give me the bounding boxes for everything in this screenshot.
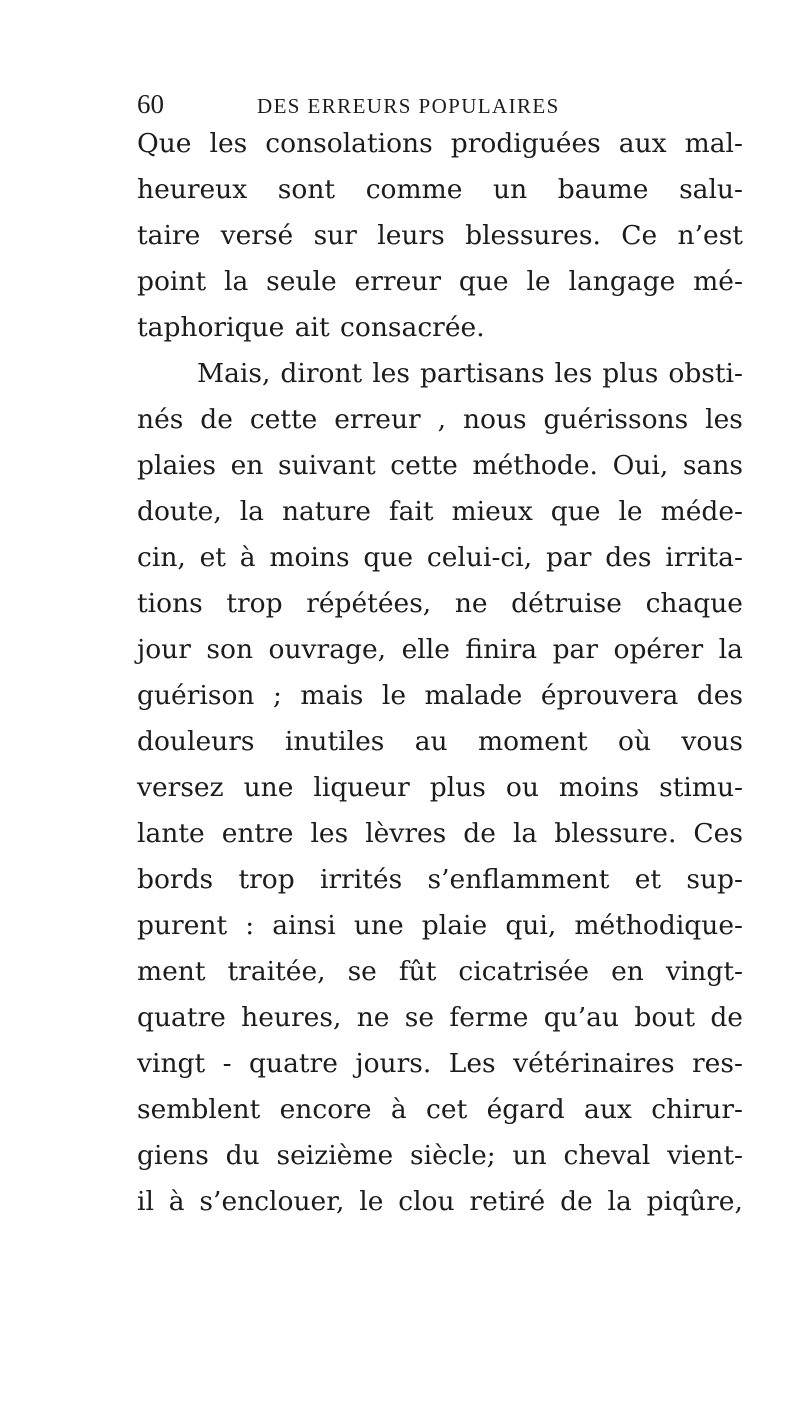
text-line: vingt - quatre jours. Les vétérinaires res- [137,1048,743,1079]
text-line: douleurs inutiles au moment où vous [137,726,743,757]
text-line: taire versé sur leurs blessures. Ce n’est [137,220,743,251]
text-line: versez une liqueur plus ou moins stimu- [137,772,743,803]
text-line: Que les consolations prodiguées aux mal- [137,128,743,159]
text-line: semblent encore à cet égard aux chirur- [137,1094,743,1125]
text-line: il à s’enclouer, le clou retiré de la piqûre, [137,1186,743,1217]
text-line: plaies en suivant cette méthode. Oui, sans [137,450,743,481]
body-text [137,121,743,1225]
text-line: lante entre les lèvres de la blessure. Ces [137,818,743,849]
text-line: heureux sont comme un baume salu- [137,174,743,205]
text-line: giens du seizième siècle; un cheval vient- [137,1140,743,1171]
text-line: Mais, diront les partisans les plus obsti- [197,358,743,389]
text-line: tions trop répétées, ne détruise chaque [137,588,743,619]
text-line: jour son ouvrage, elle finira par opérer la [137,634,743,665]
running-head: DES ERREURS POPULAIRES [257,94,560,118]
page-number: 60 [137,89,164,119]
text-line: nés de cette erreur , nous guérissons les [137,404,743,435]
text-line: bords trop irrités s’enflamment et sup- [137,864,743,895]
text-line: purent : ainsi une plaie qui, méthodique- [137,910,743,941]
text-line: cin, et à moins que celui-ci, par des irrita- [137,542,743,573]
text-line: point la seule erreur que le langage mé- [137,266,743,297]
text-line: quatre heures, ne se ferme qu’au bout de [137,1002,743,1033]
text-line: taphorique ait consacrée. [137,312,485,343]
text-line: doute, la nature fait mieux que le méde- [137,496,743,527]
text-line: ment traitée, se fût cicatrisée en vingt- [137,956,743,987]
text-line: guérison ; mais le malade éprouvera des [137,680,743,711]
page-header [137,86,657,122]
